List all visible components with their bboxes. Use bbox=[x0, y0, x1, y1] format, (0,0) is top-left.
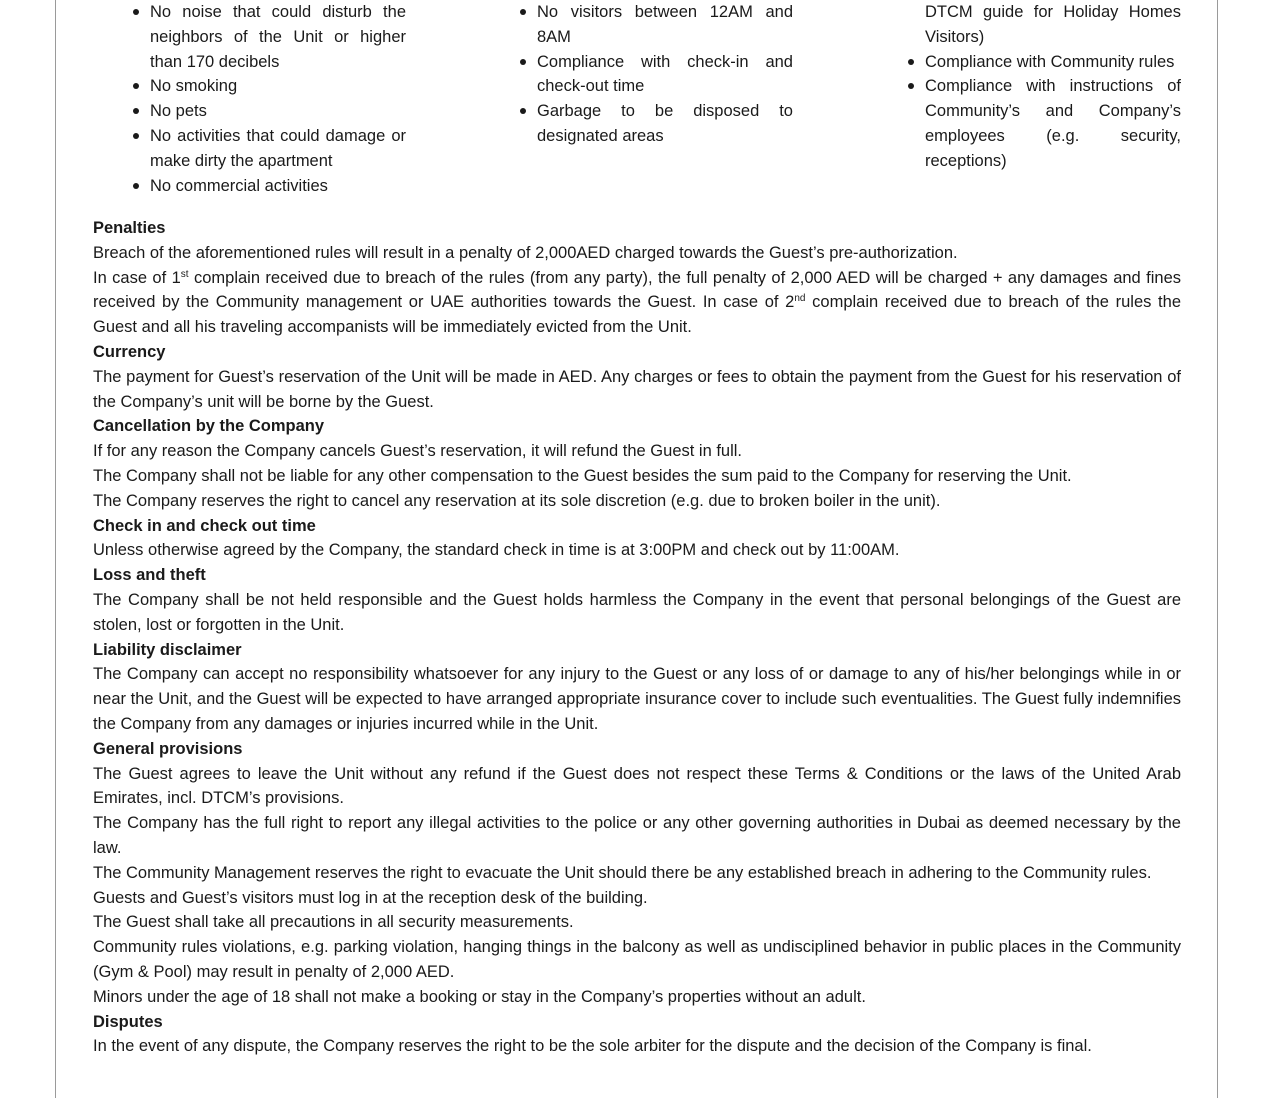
rules-columns bbox=[0, 0, 1274, 210]
paragraph: The Company reserves the right to cancel any reservation at its sole discretion (e.g. due to broken boiler in the unit). bbox=[93, 491, 941, 510]
list-item: No activities that could damage or make dirty the apartment bbox=[150, 124, 406, 174]
paragraph: The Guest shall take all precautions in all security measurements. bbox=[93, 913, 574, 932]
paragraph: In case of 1st complain received due to breach of the rules (from any party), the full penalty of 2,000 AED will be charged + any damages and fines received by the Community management or UAE authorities towards the Guest. In case of 2nd complain received due to breach of the rules the Guest and all his traveling accompanists will be immediately evicted from the Unit. bbox=[93, 268, 1181, 337]
paragraph: The Community Management reserves the right to evacuate the Unit should there be any established breach in adhering to the Community rules. bbox=[93, 863, 1152, 882]
list-item: No visitors between 12AM and 8AM bbox=[537, 0, 793, 50]
list-item: Garbage to be disposed to designated areas bbox=[537, 99, 793, 149]
list-item-continuation: DTCM guide for Holiday Homes Visitors) bbox=[925, 3, 1181, 46]
paragraph: Minors under the age of 18 shall not make a booking or stay in the Company’s properties without an adult. bbox=[93, 987, 866, 1006]
list-item: Compliance with Community rules bbox=[925, 50, 1181, 75]
list-item: No pets bbox=[150, 99, 406, 124]
bullet-list bbox=[150, 0, 406, 198]
paragraph: The Company shall not be liable for any other compensation to the Guest besides the sum paid to the Company for reserving the Unit. bbox=[93, 466, 1072, 485]
paragraph: Unless otherwise agreed by the Company, the standard check in time is at 3:00PM and check out by 11:00AM. bbox=[93, 541, 900, 560]
section-heading-checkin: Check in and check out time bbox=[93, 516, 316, 535]
section-heading-currency: Currency bbox=[93, 342, 166, 361]
section-heading-cancellation: Cancellation by the Company bbox=[93, 417, 325, 436]
section-heading-liability: Liability disclaimer bbox=[93, 640, 242, 659]
paragraph: The Company has the full right to report any illegal activities to the police or any other governing authorities in Dubai as deemed necessary by the law. bbox=[93, 814, 1181, 857]
bullet-list bbox=[925, 0, 1181, 174]
rules-column-1 bbox=[150, 0, 406, 198]
bullet-list bbox=[537, 0, 793, 149]
paragraph: The payment for Guest’s reservation of the Unit will be made in AED. Any charges or fees to obtain the payment from the Guest for his reservation of the Company’s unit will be borne by the Guest. bbox=[93, 367, 1181, 411]
paragraph: If for any reason the Company cancels Guest’s reservation, it will refund the Guest in full. bbox=[93, 442, 743, 461]
paragraph: Guests and Guest’s visitors must log in at the reception desk of the building. bbox=[93, 888, 648, 907]
terms-body bbox=[93, 216, 1181, 1059]
section-heading-loss: Loss and theft bbox=[93, 566, 206, 585]
paragraph: In the event of any dispute, the Company reserves the right to be the sole arbiter for the dispute and the decision of the Company is final. bbox=[93, 1037, 1092, 1056]
list-item: No noise that could disturb the neighbors of the Unit or higher than 170 decibels bbox=[150, 0, 406, 74]
section-heading-general: General provisions bbox=[93, 739, 243, 758]
paragraph: The Company can accept no responsibility whatsoever for any injury to the Guest or any loss of or damage to any of his/her belongings while in or near the Unit, and the Guest will be expected to have arranged appropriate insurance cover to include such eventualities. The Guest fully indemnifies the Company from any damages or injuries incurred while in the Unit. bbox=[93, 665, 1181, 733]
list-item: No commercial activities bbox=[150, 174, 406, 199]
paragraph: Breach of the aforementioned rules will result in a penalty of 2,000AED charged towards the Guest’s pre-authorization. bbox=[93, 243, 958, 262]
section-heading-penalties: Penalties bbox=[93, 219, 166, 237]
list-item: Compliance with check-in and check-out time bbox=[537, 50, 793, 100]
paragraph: Community rules violations, e.g. parking violation, hanging things in the balcony as well as undisciplined behavior in public places in the Community (Gym & Pool) may result in penalty of 2,000 AED. bbox=[93, 938, 1181, 981]
rules-column-2 bbox=[537, 0, 793, 149]
rules-column-3 bbox=[925, 0, 1181, 174]
paragraph: The Company shall be not held responsible and the Guest holds harmless the Company in the event that personal belongings of the Guest are stolen, lost or forgotten in the Unit. bbox=[93, 590, 1181, 634]
section-heading-disputes: Disputes bbox=[93, 1012, 163, 1031]
list-item: Compliance with instructions of Community’s and Company’s employees (e.g. security, receptions) bbox=[925, 74, 1181, 173]
paragraph: The Guest agrees to leave the Unit without any refund if the Guest does not respect these Terms & Conditions or the laws of the United Arab Emirates, incl. DTCM’s provisions. bbox=[93, 764, 1181, 808]
list-item: No smoking bbox=[150, 74, 406, 99]
